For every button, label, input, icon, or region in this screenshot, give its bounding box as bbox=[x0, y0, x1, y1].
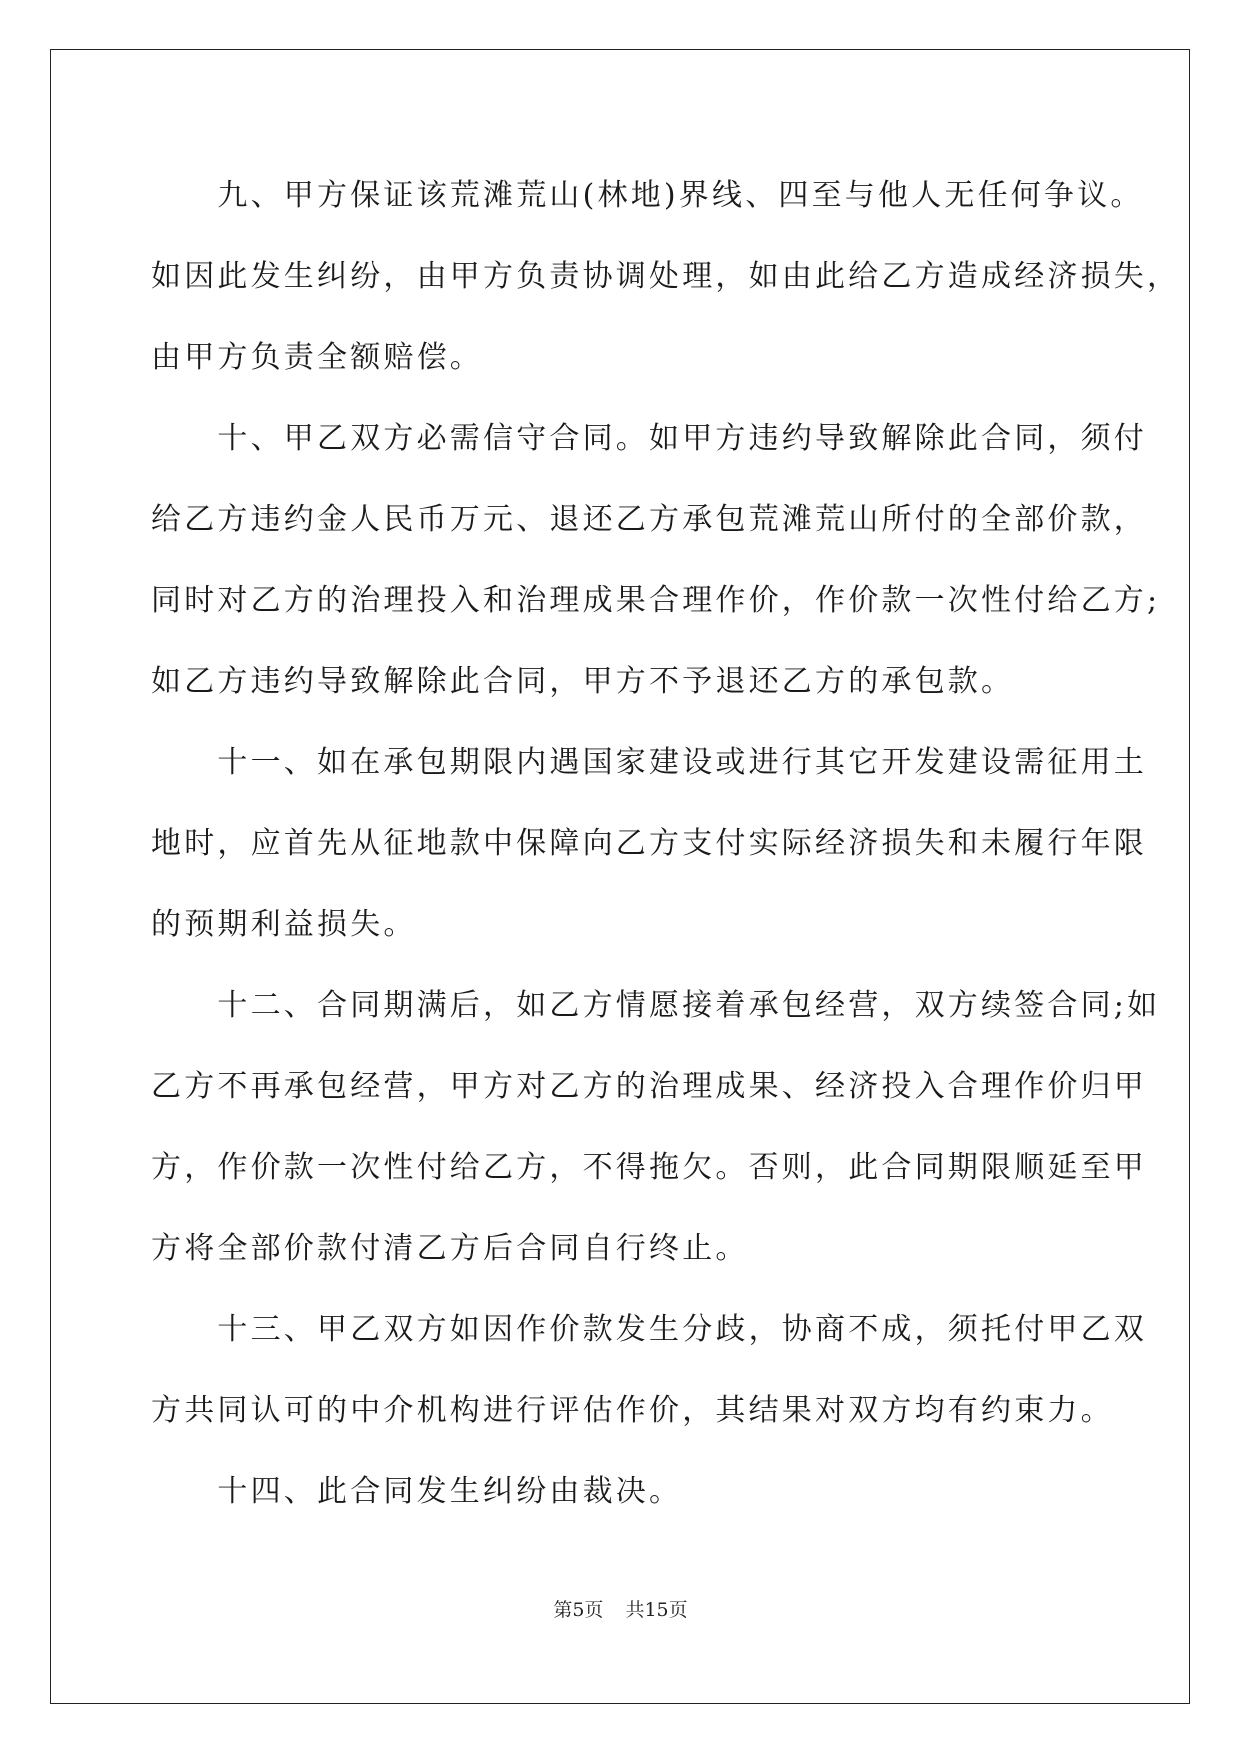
text-line: 方将全部价款付清乙方后合同自行终止。 bbox=[151, 1231, 749, 1266]
text-line: 方，作价款一次性付给乙方，不得拖欠。否则，此合同期限顺延至甲 bbox=[151, 1150, 1147, 1185]
text-line: 由甲方负责全额赔偿。 bbox=[151, 340, 483, 375]
text-line: 地时，应首先从征地款中保障向乙方支付实际经济损失和未履行年限 bbox=[151, 826, 1147, 861]
text-line: 十三、甲乙双方如因作价款发生分歧，协商不成，须托付甲乙双 bbox=[151, 1312, 1147, 1347]
text-line: 给乙方违约金人民币万元、退还乙方承包荒滩荒山所付的全部价款， bbox=[151, 502, 1147, 537]
text-line: 如因此发生纠纷，由甲方负责协调处理，如由此给乙方造成经济损失， bbox=[151, 259, 1181, 294]
text-line: 九、甲方保证该荒滩荒山(林地)界线、四至与他人无任何争议。 bbox=[151, 178, 1144, 213]
text-line: 十二、合同期满后，如乙方情愿接着承包经营，双方续签合同;如 bbox=[151, 988, 1161, 1023]
text-line: 同时对乙方的治理投入和治理成果合理作价，作价款一次性付给乙方; bbox=[151, 583, 1161, 618]
text-line: 的预期利益损失。 bbox=[151, 907, 417, 942]
page-number: 第5页 bbox=[553, 1599, 604, 1621]
text-line: 如乙方违约导致解除此合同，甲方不予退还乙方的承包款。 bbox=[151, 664, 1015, 699]
text-line: 十、甲乙双方必需信守合同。如甲方违约导致解除此合同，须付 bbox=[151, 421, 1147, 456]
document-body bbox=[151, 160, 1181, 1537]
text-line: 乙方不再承包经营，甲方对乙方的治理成果、经济投入合理作价归甲 bbox=[151, 1069, 1147, 1104]
text-line: 十四、此合同发生纠纷由裁决。 bbox=[151, 1474, 683, 1509]
text-line: 方共同认可的中介机构进行评估作价，其结果对双方均有约束力。 bbox=[151, 1393, 1114, 1428]
page-total: 共15页 bbox=[625, 1599, 688, 1621]
text-line: 十一、如在承包期限内遇国家建设或进行其它开发建设需征用土 bbox=[151, 745, 1147, 780]
page-footer bbox=[0, 1595, 1241, 1622]
